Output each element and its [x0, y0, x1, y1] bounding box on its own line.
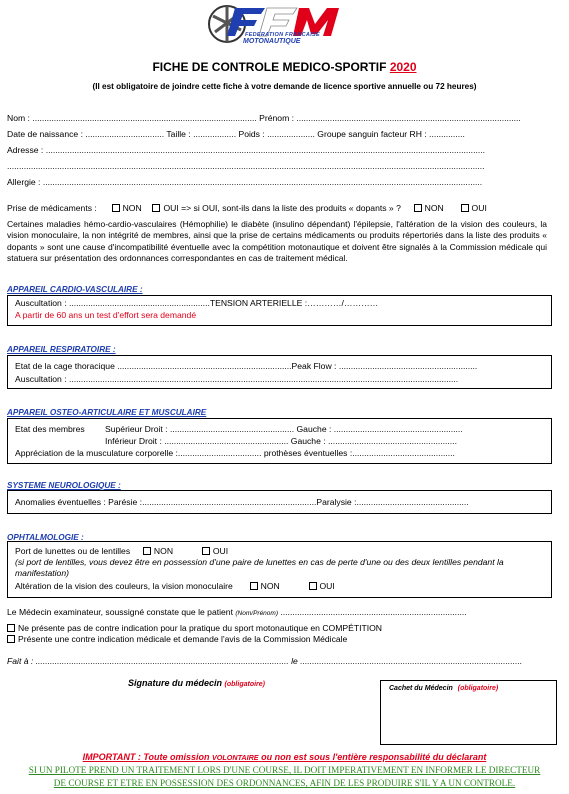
medication-label: Prise de médicaments :	[7, 203, 97, 213]
respi-cage-field[interactable]: Etat de la cage thoracique .........................................................................Peak Flow : ..........................................................	[15, 361, 478, 371]
title-text: FICHE DE CONTROLE MEDICO-SPORTIF	[152, 60, 387, 74]
signature-label: Signature du médecin	[128, 678, 223, 688]
ffm-logo	[205, 2, 355, 46]
adresse-field-2[interactable]: ........................................................................................................................................................................................................	[7, 161, 485, 171]
cachet-box[interactable]	[380, 680, 557, 745]
page-subtitle: (Il est obligatoire de joindre cette fiche à votre demande de licence sportive annuelle ou 72 heures)	[92, 82, 477, 91]
dopant-non-checkbox[interactable]	[414, 204, 422, 212]
doctor-constat-small: (Nom/Prénom)	[235, 610, 278, 617]
dopant-non-label: NON	[424, 203, 444, 213]
option-2-checkbox[interactable]	[7, 635, 15, 643]
important-volontaire: VOLONTAIRE	[212, 753, 259, 762]
osteo-superieur-field[interactable]: Supérieur Droit : .................................................... Gauche : ......................................................	[105, 424, 463, 434]
neuro-box	[7, 490, 552, 514]
osteo-section-title: APPAREIL OSTEO-ARTICULAIRE ET MUSCULAIRE	[7, 408, 207, 417]
fait-a-field[interactable]: Fait à : .......................................................................................................... le .............................................................................................	[7, 656, 523, 666]
cachet-label: Cachet du Médecin	[389, 685, 453, 692]
option-2-label: Présente une contre indication médicale et demande l'avis de la Commission Médicale	[18, 634, 348, 644]
cardio-box	[7, 295, 552, 326]
lunettes-oui-label: OUI	[212, 546, 229, 556]
osteo-inferieur-field[interactable]: Inférieur Droit : .................................................... Gauche : ......................................................	[105, 436, 457, 446]
lunettes-oui-checkbox[interactable]	[202, 547, 210, 555]
osteo-musculature-field[interactable]: Appréciation de la musculature corporelle :................................... prothèses éventuelles :...........................................	[15, 448, 455, 458]
lunettes-non-checkbox[interactable]	[143, 547, 151, 555]
important-rest: ou non est sous l'entière responsabilité du déclarant	[261, 752, 487, 762]
ophta-box	[7, 541, 552, 598]
vision-oui-label: OUI	[319, 581, 335, 591]
medication-oui-checkbox[interactable]	[152, 204, 160, 212]
naissance-field[interactable]: Date de naissance : ................................. Taille : .................. Poids : .................... Groupe sanguin facteur RH : ...............	[7, 129, 465, 139]
ophta-note: (si port de lentilles, vous devez être en possession d'une paire de lunettes en cas de perte d'une ou des deux lentilles pendant la manifestation)	[15, 557, 504, 578]
ophta-lunettes-row	[15, 546, 228, 556]
green-warning-2: DE COURSE ET ETRE EN POSSESSION DES ORDONNANCES, AFIN DE LES PRODUIRE S'IL Y A UN CONTROLE.	[53, 778, 516, 788]
green-warning-1: SI UN PILOTE PREND UN TRAITEMENT LORS D'UNE COURSE, IL DOIT IMPERATIVEMENT EN INFORMER LE DIRECTEUR	[28, 765, 541, 775]
respi-box	[7, 355, 552, 389]
doctor-constat-row	[7, 607, 467, 617]
option-1-label: Ne présente pas de contre indication pour la pratique du sport motonautique en COMPÉTITION	[18, 623, 383, 633]
option-1-checkbox[interactable]	[7, 624, 15, 632]
osteo-box	[7, 418, 552, 464]
medication-row	[7, 203, 487, 213]
doctor-option-2	[7, 634, 347, 644]
signature-note: (obligatoire)	[224, 681, 265, 688]
neuro-section-title: SYSTEME NEUROLOGIQUE :	[7, 481, 121, 490]
intro-paragraph: Certaines maladies hémo-cardio-vasculaires (Hémophilie) le diabète (insulino dépendant) l'épilepsie, l'altération de la vision des couleurs, la vision monoculaire, la non intégrité de membres, ainsi que la prise de certains médicaments ou produits répertoriés dans la liste des produits « dopants » sont une cause d'incompatibilité éventuelle avec la compétition motonautique et doivent être signalés à la Commission médicale qui statuera sur présentation des ordonnances correspondantes en cas de traitement médical.	[7, 219, 547, 263]
medication-oui-label: OUI => si OUI, sont-ils dans la liste des produits « dopants » ?	[163, 203, 401, 213]
adresse-field[interactable]: Adresse : ........................................................................................................................................................................................	[7, 145, 486, 155]
vision-oui-checkbox[interactable]	[309, 582, 317, 590]
nom-prenom-field[interactable]: Nom : .............................................................................................. Prénom : ..............................................................................................	[7, 113, 521, 123]
cardio-section-title: APPAREIL CARDIO-VASCULAIRE :	[7, 285, 143, 294]
page-title	[0, 60, 569, 74]
logo-subtitle-1: FEDERATION FRANCAISE	[245, 32, 320, 38]
neuro-anomalies-field[interactable]: Anomalies éventuelles : Parésie :.........................................................................Paralysie :...............................................	[15, 497, 469, 507]
important-label: IMPORTANT : Toute omission	[82, 752, 210, 762]
doctor-constat-label: Le Médecin examinateur, soussigné constate que le patient	[7, 607, 233, 617]
signature-row	[128, 678, 265, 688]
cachet-row	[389, 685, 498, 692]
ophta-lunettes-label: Port de lunettes ou de lentilles	[15, 546, 131, 556]
cardio-auscultation-field[interactable]: Auscultation : ...........................................................TENSION ARTERIELLE :…………/…………	[15, 298, 379, 308]
respi-auscultation-field[interactable]: Auscultation : ...................................................................................................................................................................	[15, 374, 459, 384]
lunettes-non-label: NON	[153, 546, 174, 556]
doctor-option-1	[7, 623, 382, 633]
logo-subtitle-2: MOTONAUTIQUE	[243, 38, 301, 45]
vision-non-checkbox[interactable]	[250, 582, 258, 590]
ophta-vision-row	[15, 581, 335, 591]
medication-non-checkbox[interactable]	[112, 204, 120, 212]
cardio-note: A partir de 60 ans un test d'effort sera demandé	[15, 310, 197, 320]
ophta-section-title: OPHTALMOLOGIE :	[7, 533, 84, 542]
respi-section-title: APPAREIL RESPIRATOIRE :	[7, 345, 116, 354]
title-year: 2020	[389, 60, 417, 74]
dopant-oui-label: OUI	[471, 203, 487, 213]
ophta-vision-label: Altération de la vision des couleurs, la vision monoculaire	[15, 581, 233, 591]
cachet-note: (obligatoire)	[457, 685, 499, 692]
allergie-field[interactable]: Allergie : ........................................................................................................................................................................................	[7, 177, 483, 187]
dopant-oui-checkbox[interactable]	[461, 204, 469, 212]
doctor-constat-field[interactable]: ..............................................................................	[280, 607, 467, 617]
medication-non-label: NON	[122, 203, 142, 213]
osteo-membres-label: Etat des membres	[15, 424, 85, 434]
vision-non-label: NON	[260, 581, 280, 591]
important-notice	[0, 752, 569, 762]
